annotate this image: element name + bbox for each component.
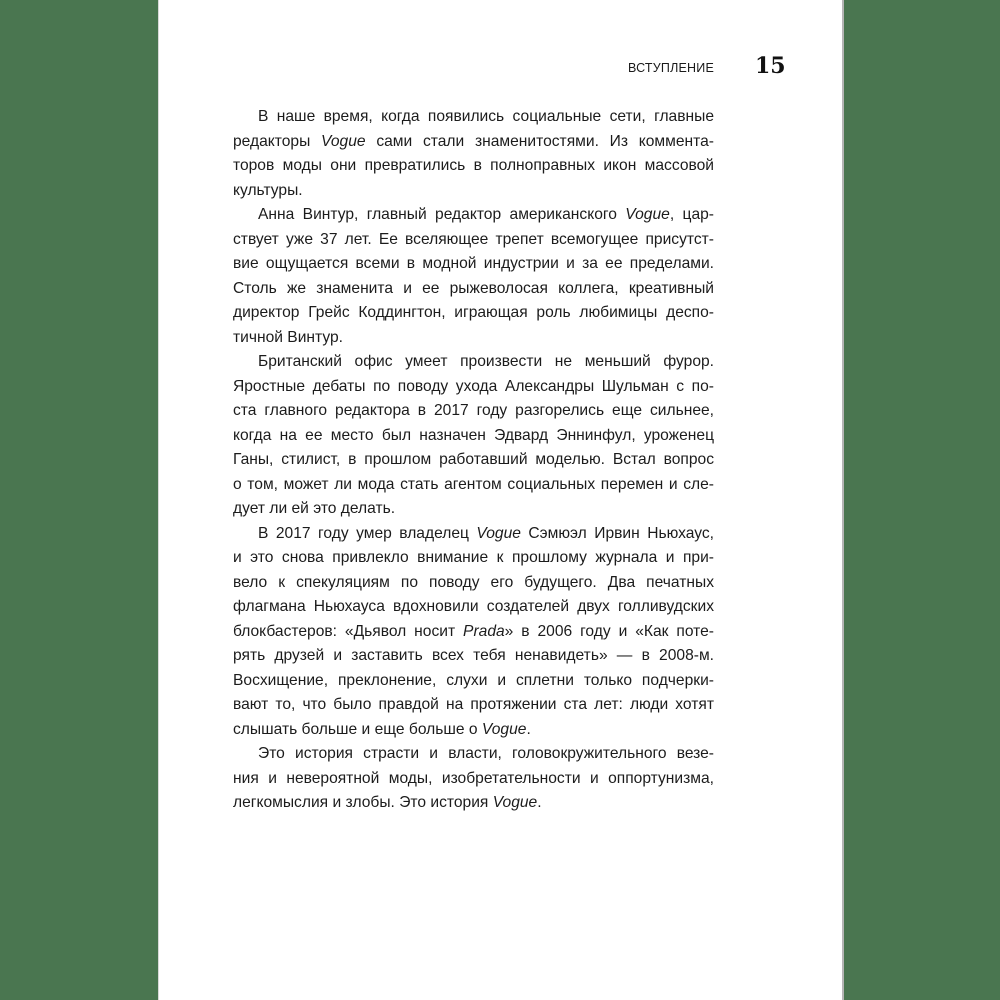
- text-run: слышать больше и еще больше о: [233, 720, 482, 738]
- paragraph: [233, 203, 714, 350]
- text-line: [233, 473, 714, 498]
- text-line: [233, 448, 714, 473]
- text-run: .: [537, 794, 542, 811]
- text-run: тичной Винтур.: [233, 328, 343, 346]
- text-run: ствует уже 37 лет. Ее вселяющее трепет всемогущее присутст-: [233, 230, 714, 248]
- page-number: 15: [755, 53, 786, 79]
- text-line: [233, 326, 714, 351]
- text-run: Сэмюэл Ирвин Ньюхаус,: [520, 524, 714, 542]
- text-run: о том, может ли мода стать агентом социальных перемен и сле-: [233, 475, 714, 493]
- text-run: директор Грейс Коддингтон, играющая роль любимицы деспо-: [233, 304, 714, 321]
- text-run: Восхищение, преклонение, слухи и сплетни только подчерки-: [233, 671, 714, 689]
- text-line: [233, 375, 714, 400]
- italic-title: Vogue: [492, 794, 538, 811]
- text-line: [233, 742, 714, 767]
- text-line: [233, 522, 714, 547]
- text-run: Британский офис умеет произвести не меньший фурор.: [258, 353, 714, 370]
- paragraph: [233, 742, 714, 816]
- text-line: [233, 644, 714, 669]
- text-line: [233, 620, 714, 645]
- text-line: [233, 301, 714, 326]
- text-run: флагмана Ньюхауса вдохновили создателей двух голливудских: [233, 598, 714, 615]
- text-line: [233, 203, 714, 228]
- text-line: [233, 693, 714, 718]
- book-page: [158, 0, 842, 1000]
- text-line: [233, 105, 714, 130]
- text-line: [233, 154, 714, 179]
- text-line: [233, 571, 714, 596]
- text-run: Столь же знаменита и ее рыжеволосая коллега, креативный: [233, 279, 714, 297]
- text-line: [233, 399, 714, 424]
- text-line: [233, 546, 714, 571]
- text-line: [233, 595, 714, 620]
- text-line: [233, 277, 714, 302]
- paragraph: [233, 522, 714, 743]
- text-run: редакторы: [233, 132, 322, 150]
- text-run: рять друзей и заставить всех тебя ненавидеть» — в 2008-м.: [233, 647, 714, 664]
- text-run: » в 2006 году и «Как поте-: [504, 622, 715, 640]
- paragraph: [233, 105, 714, 203]
- text-run: культуры.: [233, 181, 303, 199]
- text-run: легкомыслия и злобы. Это история: [233, 794, 493, 811]
- italic-title: Prada: [463, 622, 505, 640]
- body-text: [233, 105, 714, 816]
- text-line: [233, 791, 714, 816]
- italic-title: Vogue: [476, 524, 521, 542]
- paragraph: [233, 350, 714, 522]
- text-run: ния и невероятной моды, изобретательности и оппортунизма,: [233, 769, 714, 787]
- text-run: вело к спекуляциям по поводу его будущего. Два печатных: [233, 573, 714, 591]
- text-line: [233, 252, 714, 277]
- text-line: [233, 718, 714, 743]
- text-line: [233, 767, 714, 792]
- text-line: [233, 497, 714, 522]
- text-run: и это снова привлекло внимание к прошлому журнала и при-: [233, 549, 714, 566]
- text-run: вают то, что было правдой на протяжении ста лет: люди хотят: [233, 696, 714, 713]
- text-line: [233, 228, 714, 253]
- text-run: сами стали знаменитостями. Из коммента-: [365, 132, 714, 150]
- running-title: ВСТУПЛЕНИЕ: [628, 61, 714, 75]
- italic-title: Vogue: [625, 206, 670, 223]
- text-run: торов моды они превратились в полноправных икон массовой: [233, 157, 714, 174]
- text-line: [233, 179, 714, 204]
- text-run: , цар-: [669, 206, 714, 223]
- text-run: В наше время, когда появились социальные сети, главные: [258, 108, 714, 125]
- text-run: В 2017 году умер владелец: [258, 524, 477, 542]
- text-run: дует ли ей это делать.: [233, 500, 396, 517]
- text-line: [233, 130, 714, 155]
- italic-title: Vogue: [321, 132, 366, 150]
- italic-title: Vogue: [481, 720, 527, 738]
- text-run: .: [526, 720, 531, 738]
- text-run: Ганы, стилист, в прошлом работавший моделью. Встал вопрос: [233, 451, 714, 468]
- text-run: Это история страсти и власти, головокружительного везе-: [258, 745, 714, 762]
- text-run: блокбастеров: «Дьявол носит: [233, 622, 464, 640]
- text-run: вие ощущается всеми в модной индустрии и за ее пределами.: [233, 255, 714, 272]
- text-run: Анна Винтур, главный редактор американского: [258, 206, 626, 223]
- text-line: [233, 669, 714, 694]
- text-run: когда на ее место был назначен Эдвард Эннинфул, уроженец: [233, 426, 714, 444]
- text-run: ста главного редактора в 2017 году разгорелись еще сильнее,: [233, 402, 714, 419]
- text-run: Яростные дебаты по поводу ухода Александры Шульман с по-: [233, 377, 714, 395]
- text-line: [233, 350, 714, 375]
- text-line: [233, 424, 714, 449]
